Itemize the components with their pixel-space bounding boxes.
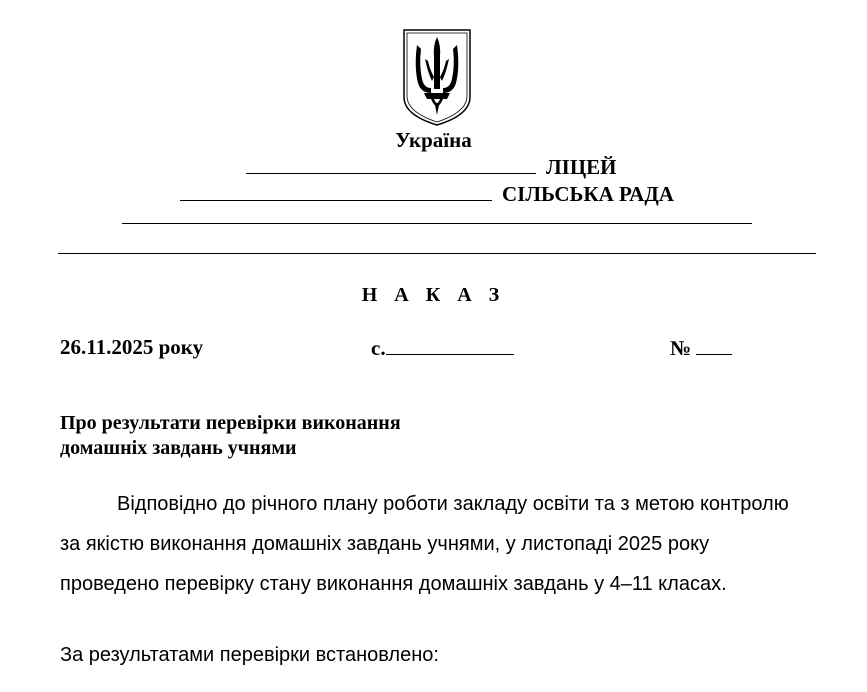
order-title: Н А К А З [361,284,506,306]
school-label: ЛІЦЕЙ [546,155,617,179]
order-number [670,334,732,361]
council-line [180,180,674,207]
order-place [371,334,514,361]
header-divider [58,253,816,254]
council-name-blank [180,180,492,201]
place-prefix: с. [371,336,386,360]
order-subject [60,411,401,461]
number-prefix: № [670,336,692,360]
order-body [60,484,805,604]
trident-coat-of-arms-icon [401,27,473,127]
number-blank [696,334,732,355]
order-date: 26.11.2025 року [60,335,204,359]
subject-line-1: Про результати перевірки виконання [60,412,401,434]
subject-line-2: домашніх завдань учнями [60,437,297,459]
school-name-blank [246,153,536,174]
council-label: СІЛЬСЬКА РАДА [502,182,674,206]
school-line [246,153,617,180]
address-blank-line [122,223,752,224]
findings-intro: За результатами перевірки встановлено: [60,644,439,666]
country-name: Україна [395,128,472,152]
body-paragraph: Відповідно до річного плану роботи закладу освіти та з метою контролю за якістю виконання домашніх завдань учнями, у листопаді 2025 року проведено перевірку стану виконання домашніх завдань у 4–11 класах. [60,493,789,595]
place-blank [386,334,514,355]
